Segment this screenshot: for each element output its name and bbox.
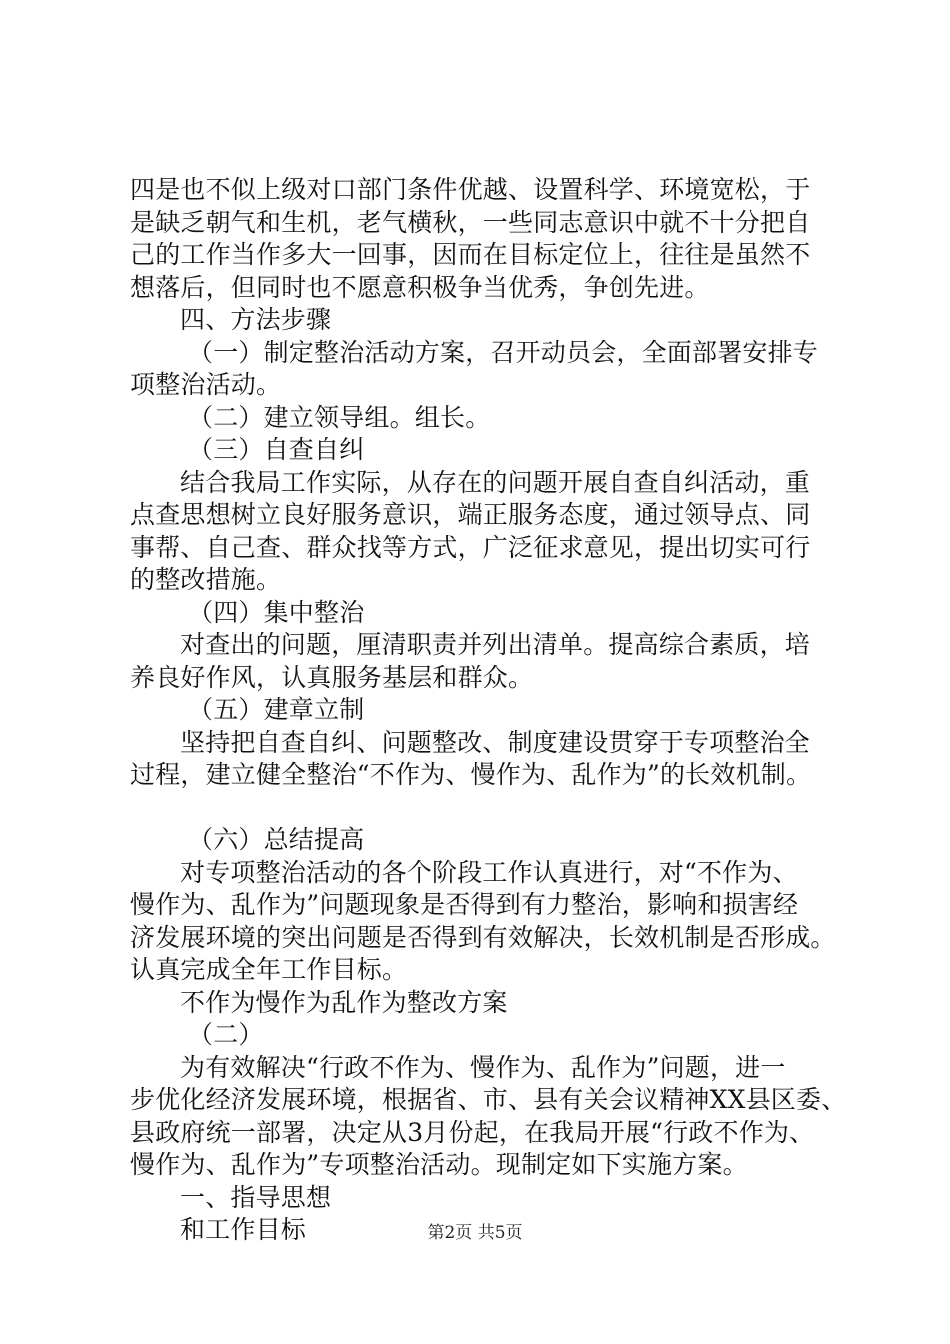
text-line: 坚持把自查自纠、问题整改、制度建设贯穿于专项整治全 <box>180 727 811 757</box>
subsection-heading <box>130 694 830 727</box>
text-line: 项整治活动。 <box>130 370 282 399</box>
paragraph <box>130 727 830 792</box>
text-line: 认真完成全年工作目标。 <box>130 955 408 984</box>
text-line: 四、方法步骤 <box>180 305 332 334</box>
paragraph <box>130 174 830 304</box>
text-line: 为有效解决“行政不作为、慢作为、乱作为”问题，进一 <box>180 1052 786 1082</box>
text-line: （二） <box>188 1020 264 1049</box>
blank-line <box>130 792 830 825</box>
text-line: 养良好作风，认真服务基层和群众。 <box>130 662 534 692</box>
text-line: 点查思想树立良好服务意识，端正服务态度，通过领导点、同 <box>130 500 811 529</box>
text-line: 一、指导思想 <box>180 1182 332 1212</box>
text-line: 济发展环境的突出问题是否得到有效解决，长效机制是否形成。 <box>130 922 836 952</box>
subsection-heading <box>130 597 830 630</box>
text-line: 不作为慢作为乱作为整改方案 <box>180 987 508 1017</box>
text-line: 结合我局工作实际，从存在的问题开展自查自纠活动，重 <box>180 467 811 497</box>
text-line: 的整改措施。 <box>130 565 282 594</box>
text-line: 是缺乏朝气和生机，老气横秋，一些同志意识中就不十分把自 <box>130 207 811 237</box>
paragraph <box>130 402 830 435</box>
section-heading <box>130 304 830 337</box>
document-title <box>130 987 830 1020</box>
text-line: （六）总结提高 <box>188 825 365 854</box>
page-footer: 第2页 共5页 <box>427 1223 523 1243</box>
paragraph <box>130 629 830 694</box>
text-line: 四是也不似上级对口部门条件优越、设置科学、环境宽松，于 <box>130 175 811 204</box>
text-line: 慢作为、乱作为”专项整治活动。现制定如下实施方案。 <box>130 1150 748 1179</box>
text-line: 对专项整治活动的各个阶段工作认真进行，对“不作为、 <box>180 857 798 887</box>
paragraph <box>130 1019 830 1052</box>
section-heading <box>130 1182 830 1215</box>
document-body <box>130 174 847 1247</box>
text-line: （五）建章立制 <box>188 695 365 724</box>
text-line: 想落后，但同时也不愿意积极争当优秀，争创先进。 <box>130 272 710 302</box>
text-line: 过程，建立健全整治“不作为、慢作为、乱作为”的长效机制。 <box>130 760 812 789</box>
paragraph <box>130 337 830 402</box>
paragraph <box>130 857 836 987</box>
text-line: （一）制定整治活动方案，召开动员会，全面部署安排专 <box>188 337 819 367</box>
text-line: 县政府统一部署，决定从3月份起，在我局开展“行政不作为、 <box>130 1117 815 1147</box>
subsection-heading <box>130 824 830 857</box>
text-line: （四）集中整治 <box>188 597 365 627</box>
text-line: （二）建立领导组。组长。 <box>188 402 491 432</box>
subsection-heading <box>130 434 830 467</box>
text-line: 己的工作当作多大一回事，因而在目标定位上，往往是虽然不 <box>130 240 811 269</box>
text-line: 事帮、自己查、群众找等方式，广泛征求意见，提出切实可行 <box>130 532 811 562</box>
paragraph <box>130 467 830 597</box>
text-line: 步优化经济发展环境，根据省、市、县有关会议精神XX县区委、 <box>130 1085 847 1114</box>
paragraph <box>130 1052 847 1182</box>
text-line: （三）自查自纠 <box>188 435 365 464</box>
text-line: 慢作为、乱作为”问题现象是否得到有力整治，影响和损害经 <box>130 890 799 919</box>
text-line: 和工作目标 <box>180 1215 307 1244</box>
text-line: 对查出的问题，厘清职责并列出清单。提高综合素质，培 <box>180 630 811 659</box>
